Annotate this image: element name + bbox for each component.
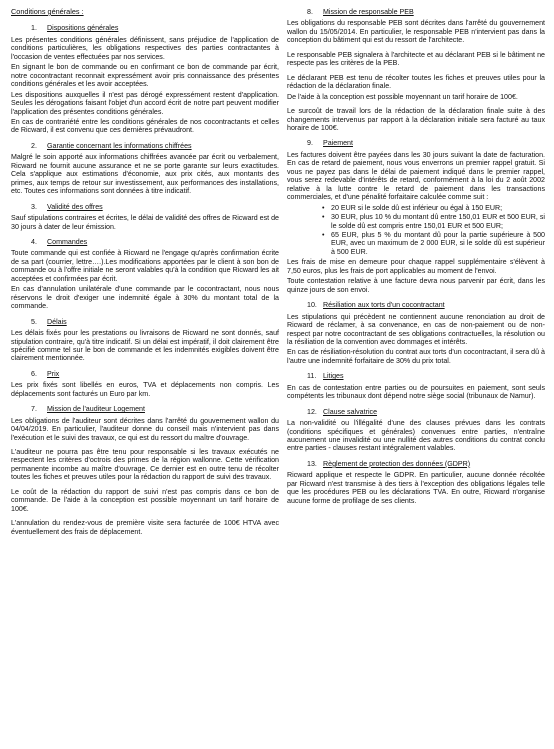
paragraph: Les frais de mise en demeure pour chaque rappel supplémentaire s'élèvent à 7,50 euros, plus les frais de port applicables au moment de l'envoi. (287, 258, 545, 275)
section-title: Litiges (323, 372, 344, 381)
paragraph: Sauf stipulations contraires et écrites, le délai de validité des offres de Ricward est de 30 jours à dater de leur émission. (11, 214, 279, 231)
penalty-list (287, 204, 545, 257)
bullet-icon: • (322, 203, 325, 212)
section-number: 3. (31, 202, 37, 211)
paragraph: Les présentes conditions générales définissent, sans préjudice de l'application de conditions particulières, les obligations respectives des parties contractantes à l'occasion de ventes effectuées par nos services. (11, 35, 279, 61)
paragraph: Toute commande qui est confiée à Ricward ne l'engage qu'après confirmation écrite de sa part (courrier, lettre….).Les modifications apportées par le client à son bon de commande ou à l'offre initiale ne seront valables qu'à la condition que Ricward les ait acceptées et confirmées par écrit. (11, 249, 279, 283)
section-garantie-concernant-les-informations-chi (11, 142, 279, 196)
section-title: Mission de responsable PEB (323, 8, 414, 16)
section-number: 2. (31, 141, 37, 150)
section-number: 4. (31, 237, 37, 246)
paragraph: De l'aide à la conception est possible moyennant un tarif horaire de 100€. (287, 92, 518, 101)
section-number: 8. (307, 8, 313, 16)
paragraph: Le responsable PEB signalera à l'architecte et au déclarant PEB si le bâtiment ne respecte pas les critères de la PEB. (287, 50, 545, 68)
section-number: 1. (31, 24, 37, 33)
paragraph: Le déclarant PEB est tenu de récolter toutes les fiches et preuves utiles pour la rédaction de la déclaration finale. (287, 73, 545, 91)
paragraph: Le surcoût de travail lors de la rédaction de la déclaration finale suite à des changements intervenus par rapport à la déclaration initiale sera facturé au taux horaire de 100€. (287, 107, 545, 132)
paragraph: Les obligations de l'auditeur sont décrites dans l'arrêté du gouvernement wallon du 04/04/2019. En particulier, l'auditeur donne du conseil mais n'intervient pas dans l'exécution et le suivi des travaux, ce qui est du ressort du maître d'ouvrage. (11, 416, 279, 442)
section-delais (11, 318, 279, 363)
section-title: Mission de l'auditeur Logement (47, 405, 145, 414)
paragraph: L'auditeur ne pourra pas être tenu pour responsable si les travaux exécutés ne respectent les critères d'octrois des primes de la région wallonne. Cette vérification permanente incombe au maître d'ouvrage. Ce dernier est en outre tenu de récolter toutes les fiches et preuves utiles pour la rédaction du rapport de suivi des travaux. (11, 448, 279, 482)
list-item (322, 213, 545, 230)
section-reglement-de-protection-des-donnees-gdpr (287, 460, 545, 505)
section-commandes (11, 238, 279, 311)
section-heading (287, 301, 545, 309)
section-number: 10. (307, 301, 317, 310)
paragraph: Les obligations du responsable PEB sont décrites dans l'arrêté du gouvernement wallon du 15/05/2014. En particulier, le responsable PEB n'intervient pas dans la conception du bâtiment qui est du ressort de l'architecte. (287, 19, 545, 45)
section-heading (287, 139, 545, 147)
section-title: Paiement (323, 139, 353, 148)
paragraph: Les factures doivent être payées dans les 30 jours suivant la date de facturation. En cas de retard de paiement, nous vous enverrons un premier rappel gratuit. Si vous ne payez pas dans le délai de paiement indiqué dans le premier rappel, vous serez redevable d'intérêts de retard, conformément à la loi du 2 août 2002 relative à la lutte contre le retard de paiement dans les transactions commerciales, et d'une pénalité forfaitaire calculée comme suit : (287, 150, 545, 202)
section-mission-de-l-auditeur-logement (11, 405, 279, 536)
section-heading (11, 203, 279, 211)
paragraph: Le coût de la rédaction du rapport de suivi n'est pas compris dans ce bon de commande. De l'aide à la conception est possible moyennant un tarif horaire de 100€. (11, 487, 279, 513)
section-title: Garantie concernant les informations chiffrées (47, 141, 192, 150)
section-heading (11, 142, 279, 150)
right-column (287, 8, 545, 512)
list-item (322, 230, 545, 256)
section-title: Résiliation aux torts d'un cocontractant (323, 301, 445, 310)
section-number: 9. (307, 139, 313, 148)
section-title: Commandes (47, 237, 88, 246)
section-dispositions-generales (11, 24, 279, 134)
paragraph: Malgré le soin apporté aux informations chiffrées avancée par écrit ou verbalement, Ricward ne fournit aucune assurance et ne se porte garante sur leurs exactitudes. Cela s'applique aux estimations d'économie, aux prix cités, aux montants des primes, aux temps de retour sur investissement, aux performances des installations, etc. Toutes ces informations sont données à titre indicatif. (11, 153, 279, 196)
paragraph: En cas de résiliation-résolution du contrat aux torts d'un cocontractant, il sera dû à l'autre une indemnité forfaitaire de 30% du prix total. (287, 348, 545, 365)
paragraph: La non-validité ou l'illégalité d'une des clauses prévues dans les contrats (conditions spécifiques et générales) convenues entre parties, n'entraîne aucunement une invalidité ou une nullité des autres conditions du contrat conclu entre parties - clauses restant intégralement valables. (287, 419, 545, 453)
list-item-text: 30 EUR, plus 10 % du montant dû entre 150,01 EUR et 500 EUR, si le solde dû est compris entre 150,01 EUR et 500 EUR; (331, 213, 545, 230)
list-item-text: 65 EUR, plus 5 % du montant dû pour la partie supérieure à 500 EUR, avec un maximum de 2 000 EUR, si le solde dû est supérieur à 500 EUR. (331, 230, 545, 256)
section-mission-de-responsable-peb (287, 8, 545, 132)
section-litiges (287, 372, 545, 400)
paragraph: Ricward applique et respecte le GDPR. En particulier, aucune donnée récoltée par Ricward n'est transmise à des tiers à l'exception des obligations légales telle que les procédures PEB ou les déclarations TVA. En outre, Ricward n'organise aucune forme de profilage de ses clients. (287, 471, 545, 505)
bullet-icon: • (322, 213, 325, 222)
section-title: Prix (47, 369, 60, 378)
paragraph: Les délais fixés pour les prestations ou livraisons de Ricward ne sont donnés, sauf stipulation contraire, qu'à titre indicatif. Si un délai est impératif, il doit clairement être spécifié comme tel sur le bon de commande et les indemnités exigibles doivent être clairement mentionnée. (11, 329, 279, 363)
left-column (11, 8, 279, 543)
section-heading (11, 318, 279, 326)
section-number: 13. (307, 459, 317, 468)
section-heading (287, 408, 545, 416)
section-number: 6. (31, 369, 37, 378)
section-title: Dispositions générales (47, 24, 119, 33)
section-clause-salvatrice (287, 408, 545, 453)
section-heading (287, 372, 545, 380)
section-prix (11, 370, 279, 398)
section-title: Règlement de protection des données (GDPR) (323, 459, 471, 468)
document-title: Conditions générales : (11, 7, 84, 16)
paragraph: En cas de contrariété entre les conditions générales de nos cocontractants et celles de Ricward, il est convenu que ces dernières prévaudront. (11, 117, 279, 135)
section-number: 7. (31, 405, 37, 414)
section-heading (287, 8, 545, 16)
paragraph: Les prix fixés sont libellés en euros, TVA et déplacements non compris. Les déplacements sont facturés un Euro par km. (11, 381, 279, 398)
paragraph: Les stipulations qui précèdent ne contiennent aucune renonciation au droit de Ricward de réclamer, à sa convenance, en cas de non-paiement ou de non-respect par notre cocontractant de ses obligations contractuelles, la résolution ou la résiliation de la convention avec dommages et intérêts. (287, 312, 545, 346)
section-number: 12. (307, 407, 317, 416)
section-title: Clause salvatrice (323, 407, 378, 416)
section-resiliation-aux-torts-d-un-cocontractant (287, 301, 545, 365)
section-heading (11, 238, 279, 246)
section-heading (11, 370, 279, 378)
section-heading (287, 460, 545, 468)
paragraph: En cas de contestation entre parties ou de poursuites en paiement, sont seuls compétents les tribunaux dont dépend notre siège social (tribunaux de Namur). (287, 383, 545, 401)
paragraph: Toute contestation relative à une facture devra nous parvenir par écrit, dans les quinze jours de son envoi. (287, 277, 545, 294)
section-number: 5. (31, 317, 37, 326)
section-title: Validité des offres (47, 202, 103, 211)
list-item-text: 20 EUR si le solde dû est inférieur ou égal à 150 EUR; (331, 203, 503, 212)
bullet-icon: • (322, 230, 325, 239)
section-paiement (287, 139, 545, 294)
section-validite-des-offres (11, 203, 279, 231)
section-heading (11, 405, 279, 413)
section-heading (11, 24, 279, 32)
list-item (322, 203, 545, 212)
paragraph: En signant le bon de commande ou en confirmant ce bon de commande par écrit, notre cocontractant reconnait expressément avoir pris connaissance des présentes conditions générales et les avoir acceptées. (11, 63, 279, 89)
paragraph: L'annulation du rendez-vous de première visite sera facturée de 100€ HTVA avec éventuellement des frais de déplacement. (11, 519, 279, 536)
paragraph: En cas d'annulation unilatérale d'une commande par le cocontractant, nous nous réservons le droit d'exiger une indemnité égale à 30% du montant total de la commande. (11, 285, 279, 311)
section-title: Délais (47, 317, 67, 326)
paragraph: Les dispositions auxquelles il n'est pas dérogé expressément restent d'application. Seules les dérogations faisant l'objet d'un accord écrit de notre part peuvent modifier l'application des présentes conditions générales. (11, 90, 279, 116)
section-number: 11. (307, 372, 317, 381)
